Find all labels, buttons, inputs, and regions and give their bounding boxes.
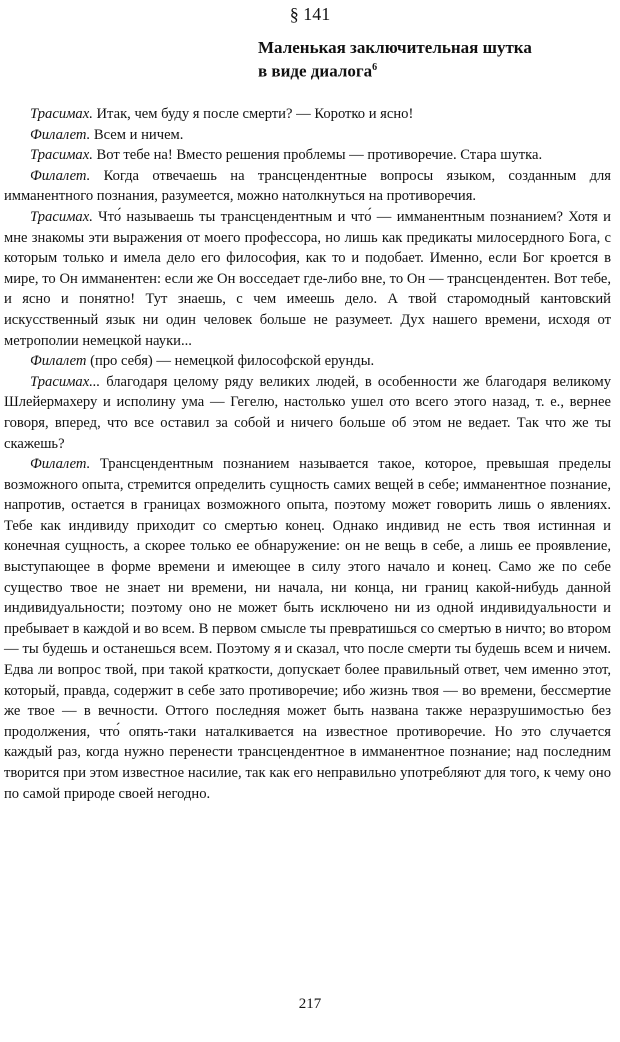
dialogue-paragraph bbox=[4, 166, 611, 207]
dialogue-paragraph bbox=[4, 207, 611, 351]
speaker-name: Филалет. bbox=[30, 167, 91, 184]
heading-line-2-text: в виде диалога bbox=[258, 61, 373, 81]
section-number: § 141 bbox=[289, 4, 331, 24]
dialogue-body bbox=[4, 104, 611, 804]
speaker-name: Трасимах. bbox=[30, 147, 93, 164]
heading-line-2 bbox=[258, 58, 608, 82]
paragraph-text: Когда отвечаешь на трансцендентные вопросы языком, созданным для имманентного познания, разумеется, можно натолкнуться на противоречия. bbox=[4, 167, 611, 205]
dialogue-paragraph bbox=[4, 104, 611, 125]
paragraph-text: Что́ называешь ты трансцендентным и что́ — имманентным познанием? Хотя и мне знакомы эти выражения от моего профессора, но лишь как предикаты милосердного Бога, с которым только и имела дело его философия, как то и подобает. Именно, если Бог кроется в мире, то Он имманентен: если же Он восседает где-либо вне, то Он — трансцендентен. Вот тебе, и ясно и понятно! Тут знаешь, с чем имеешь дело. А твой старомодный кантовский искусственный язык ни один человек больше не разумеет. Дух нашего времени, исходя от метрополии немецкой науки... bbox=[4, 208, 611, 349]
dialogue-paragraph bbox=[4, 125, 611, 146]
paragraph-text: (про себя) — немецкой философской ерунды. bbox=[86, 353, 375, 370]
dialogue-paragraph bbox=[4, 145, 611, 166]
paragraph-text: благодаря целому ряду великих людей, в особенности же благодаря великому Шлейермахеру и исполину ума — Гегелю, настолько ушел ото всего этого назад, т. е., вернее говоря, вперед, что все оставил за собой и ничего больше об этом не ведает. Так что же ты скажешь? bbox=[4, 373, 611, 452]
speaker-name: Трасимах... bbox=[30, 373, 101, 390]
speaker-name: Трасимах. bbox=[30, 106, 93, 122]
page-number: 217 bbox=[298, 996, 322, 1012]
paragraph-text: Всем и ничем. bbox=[90, 126, 184, 143]
speaker-name: Филалет. bbox=[30, 126, 91, 143]
paragraph-text: Вот тебе на! Вместо решения проблемы — противоречие. Стара шутка. bbox=[92, 147, 543, 164]
paragraph-text: Итак, чем буду я после смерти? — Коротко и ясно! bbox=[92, 106, 414, 122]
dialogue-paragraph bbox=[4, 351, 611, 372]
dialogue-paragraph bbox=[4, 372, 611, 454]
section-heading bbox=[258, 38, 608, 82]
paragraph-text: Трансцендентным познанием называется такое, которое, превышая пределы возможного опыта, стремится определить сущность самих вещей в себе; имманентное познание, напротив, остается в границах возможного опыта, поэтому может говорить лишь о явлениях. Тебе как индивиду приходит со смертью конец. Однако индивид не есть твоя истинная и конечная сущность, а скорее только ее обнаружение: он не вещь в себе, а лишь ее проявление, выступающее в форме времени и имеющее в силу этого начало и конец. Само же по себе существо твое не знает ни времени, ни начала, ни конца, ни границ какой-нибудь данной индивидуальности; поэтому оно не может быть исключено ни из одной индивидуальности и пребывает в каждой и во всем. В первом смысле ты превратишься со смертью в ничто; во втором — ты будешь и останешься всем. Поэтому я и сказал, что после смерти ты будешь всем и ничем. Едва ли вопрос твой, при такой краткости, допускает более правильный ответ, чем именно этот, который, правда, содержит в себе зато противоречие; ибо жизнь твоя — во времени, бессмертие же твое — в вечности. Оттого последняя может быть названа также неразрушимостью без продолжения, что́ опять-таки наталкивается на известное противоречие. Но это случается каждый раз, когда нужно перенести трансцендентное в имманентное познание; над последним творится при этом известное насилие, так как его неправильно употребляют для того, к чему оно по самой природе своей негодно. bbox=[4, 456, 611, 802]
speaker-name: Филалет bbox=[30, 353, 87, 370]
heading-line-1: Маленькая заключительная шутка bbox=[258, 38, 532, 57]
speaker-name: Трасимах. bbox=[30, 208, 93, 225]
dialogue-paragraph bbox=[4, 454, 611, 804]
footnote-marker: 6 bbox=[372, 62, 378, 73]
speaker-name: Филалет. bbox=[30, 456, 91, 473]
